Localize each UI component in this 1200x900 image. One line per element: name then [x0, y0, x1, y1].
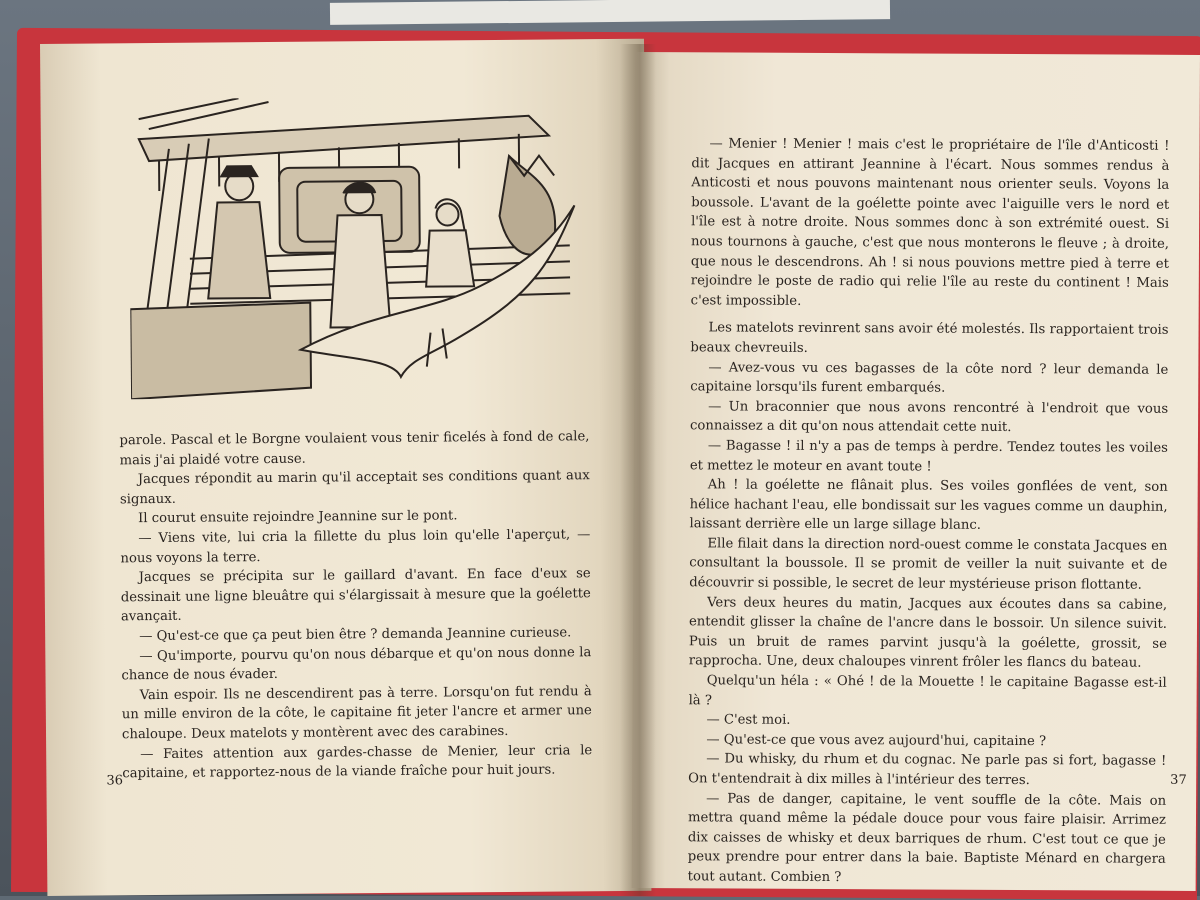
paragraph: Il courut ensuite rejoindre Jeannine sur le pont.	[138, 508, 458, 527]
paragraph: — Viens vite, lui cria la fillette du plus loin qu'elle l'aperçut, — nous voyons la terre.	[120, 527, 591, 566]
ship-deck-illustration	[128, 95, 591, 399]
paragraph: Les matelots revinrent sans avoir été molestés. Ils rapportaient trois beaux chevreuils.	[690, 320, 1169, 356]
paragraph: — Faites attention aux gardes-chasse de Menier, leur cria le capitaine, et rapportez-nous de la viande fraîche pour huit jours.	[122, 742, 593, 782]
paragraph: parole. Pascal et le Borgne voulaient vous tenir ficelés à fond de cale, mais j'ai plaidé votre cause.	[119, 429, 590, 468]
paragraph: — Qu'importe, pourvu qu'on nous débarque et qu'on nous donne la chance de nous évader.	[121, 644, 592, 684]
paragraph: Vers deux heures du matin, Jacques aux écoutes dans sa cabine, entendit glisser la chaîne de l'ancre dans le bossoir. Un silence suivit. Puis un bruit de rames parvint jusqu'à la goélette, grossit, se rapprocha. Une, deux chaloupes vinrent frôler les flancs du bateau.	[688, 595, 1168, 672]
paragraph: — Avez-vous vu ces bagasses de la côte nord ? leur demanda le capitaine lorsqu'ils furent embarqués.	[690, 359, 1169, 396]
paragraph: — Qu'est-ce que ça peut bien être ? demanda Jeannine curieuse.	[139, 625, 572, 645]
paragraph: — Du whisky, du rhum et du cognac. Ne parle pas si fort, bagasse ! On t'entendrait à dix milles à l'intérieur des terres.	[688, 751, 1167, 789]
paragraph: Vain espoir. Ils ne descendirent pas à terre. Lorsqu'on fut rendu à un mille environ de la côte, le capitaine fit jeter l'ancre et armer une chaloupe. Deux matelots y montèrent avec des carabines.	[121, 683, 592, 743]
paragraph: Quelqu'un héla : « Ohé ! de la Mouette ! le capitaine Bagasse est-il là ?	[688, 673, 1167, 709]
paragraph: — Qu'est-ce que vous avez aujourd'hui, capitaine ?	[706, 732, 1047, 749]
paragraph: — Menier ! Menier ! mais c'est le propriétaire de l'île d'Anticosti ! dit Jacques en attirant Jeannine à l'écart. Nous sommes rendus à Anticosti et nous pouvons maintenant nous orienter seuls. Voyons la boussole. L'avant de la goélette pointe avec l'aiguille vers le nord et l'île est à notre droite. Nous sommes donc à son extrémité ouest. Si nous tournons à gauche, c'est que nous monterons le fleuve ; à droite, que nous le descendrons. Ah ! si nous pouvions mettre pied à terre et rejoindre le poste de radio qui relie l'île au reste du continent ! Mais c'est impossible.	[690, 136, 1170, 309]
right-page	[632, 52, 1200, 891]
paragraph: — Pas de danger, capitaine, le vent souffle de la côte. Mais on mettra quand même la pédale douce pour vous faire plaisir. Arrimez dix caisses de whisky et deux barriques de rhum. C'est tout ce que je peux prendre pour entrer dans la baie. Baptiste Ménard en chargera tout autant. Combien ?	[687, 790, 1167, 886]
left-page-text	[119, 427, 592, 784]
left-page	[40, 39, 651, 896]
paragraph: Ah ! la goélette ne flânait plus. Ses voiles gonflées de vent, son hélice hachant l'eau, elle bondissait sur les vagues comme un dauphin, laissant derrière elle un large sillage blanc.	[689, 477, 1168, 534]
book-gutter	[620, 44, 656, 896]
paragraph: — C'est moi.	[706, 712, 791, 729]
paragraph: Elle filait dans la direction nord-ouest comme le constata Jacques en consultant la boussole. Il se promit de veiller la nuit suivante et de découvrir si possible, le secret de leur mystérieuse prison flottante.	[689, 536, 1168, 593]
paragraph: Jacques répondit au marin qu'il acceptait ses conditions quant aux signaux.	[119, 468, 590, 508]
page-number: 36	[106, 773, 124, 789]
paragraph: — Bagasse ! il n'y a pas de temps à perdre. Tendez toutes les voiles et mettez le moteur en avant toute !	[689, 438, 1168, 475]
paragraph: Jacques se précipita sur le gaillard d'avant. En face d'eux se dessinait une ligne bleuâtre qui s'élargissait à mesure que la goélette avançait.	[120, 566, 591, 625]
right-page-text	[688, 134, 1170, 889]
paragraph: — Un braconnier que nous avons rencontré à l'endroit que vous connaissez a dit qu'on nous attendait cette nuit.	[690, 399, 1169, 436]
page-number: 37	[1170, 772, 1187, 788]
